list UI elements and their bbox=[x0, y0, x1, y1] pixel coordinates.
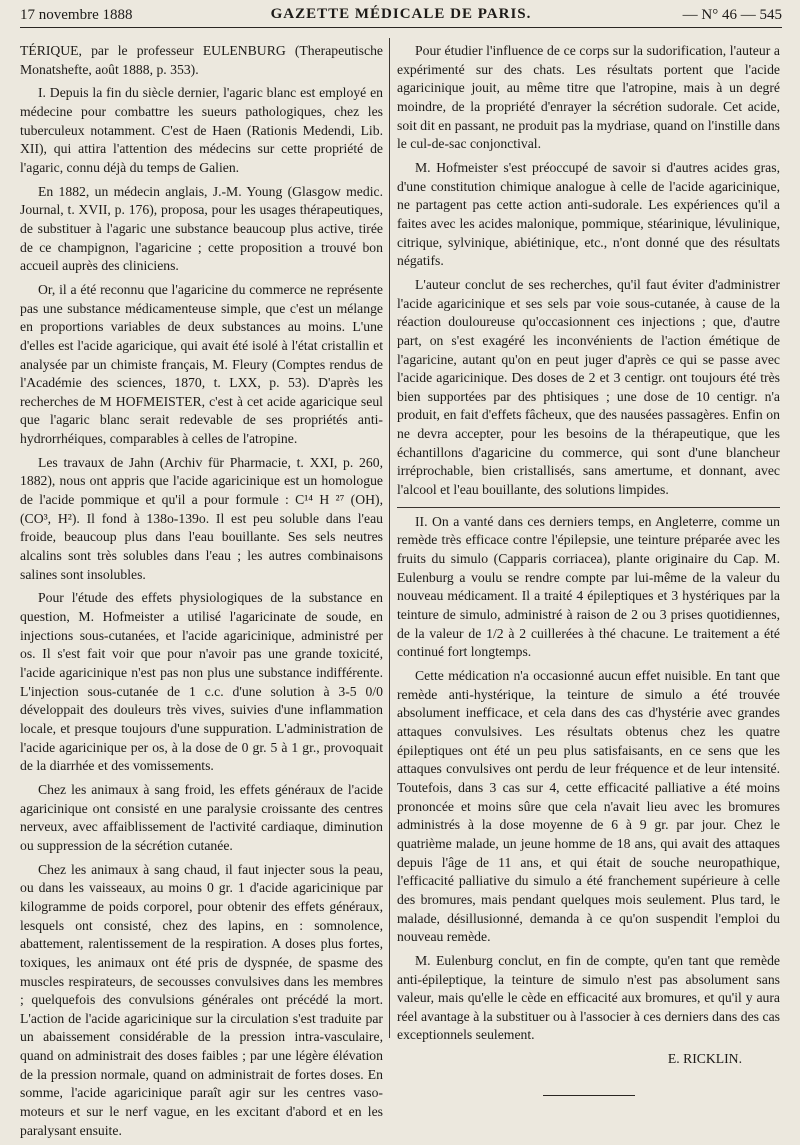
paragraph: Pour étudier l'influence de ce corps sur la sudorification, l'auteur a expérimenté sur des chats. Les résultats portent que l'acide agaricinique jouit, au même titre que l'atropine, mais à un degré moindre, de la propriété d'enrayer la sécrétion sudorale. Cet acide, soit dit en passant, ne produit pas la mydriase, quand on l'instille dans le cul-de-sac conjonctival. bbox=[397, 43, 780, 152]
paragraph: Cette médication n'a occasionné aucun effet nuisible. En tant que remède anti-hystérique, la teinture de simulo a été trouvée absolument inefficace, et cela dans des cas d'hystérie avec grandes attaques convulsives. Les résultats obtenus chez les quatre épileptiques ont été un peu plus satisfaisants, en ce sens que les attaques convulsives ont perdu de leur fréquence et de leur intensité. Toutefois, dans 3 cas sur 4, cette efficacité palliative a été moins prononcée et moins sûre que cela n'avait lieu avec les bromures administrés à la dose moyenne de 6 à 9 gr. par jour. Chez le quatrième malade, un jeune homme de 18 ans, qui avait des attaques depuis l'âge de 11 ans, et qui était de souche neuropathique, l'efficacité palliative du simulo a été franchement supérieure à celle des bromures, mais pendant quelques mois seulement. Plus tard, le malade, désillusionné, demanda à ce qu'on suspendit l'emploi du nouveau remède. bbox=[397, 668, 780, 945]
journal-title: GAZETTE MÉDICALE DE PARIS. bbox=[270, 6, 532, 22]
paragraph: M. Hofmeister s'est préoccupé de savoir si d'autres acides gras, d'une constitution chimique analogue à celle de l'acide agaricinique, ne partagent pas cette action anti-sudorale. Les expériences qu'il a faites avec les acides malonique, pommique, stéarinique, lévulinique, citrique, sylvinique, abiétinique, etc., n'ont donné que des résultats négatifs. bbox=[397, 159, 780, 269]
paragraph: TÉRIQUE, par le professeur EULENBURG (Therapeutische Monatshefte, août 1888, p. 353). bbox=[20, 43, 383, 77]
paragraph: Pour l'étude des effets physiologiques de la substance en question, M. Hofmeister a utilisé l'agaricinate de soude, en injections sous-cutanées, et l'acide agaricinique, administré per os. Il s'est fait voir que pour n'avoir pas une grande toxicité, l'acide agaricinique n'est pas non plus une substance indifférente. L'injection sous-cutanée de 1 c.c. d'une solution à 3-5 0/0 développait des douleurs très vives, suivies d'une inflammation locale, et presque toujours d'une suppuration. L'administration de l'acide agaricinique per os, à la dose de 0 gr. 5 à 1 gr., provoquait de la diarrhée et des vomissements. bbox=[20, 590, 383, 774]
paragraph: Chez les animaux à sang chaud, il faut injecter sous la peau, ou dans les vaisseaux, au moins 0 gr. 1 d'acide agaricinique par kilogramme de poids corporel, pour obtenir des effets généraux, lesquels ont consisté, chez des lapins, en : somnolence, abattement, ralentissement de la respiration. A doses plus fortes, toxiques, les animaux ont été pris de dyspnée, de spasme des muscles respirateurs, de secousses convulsives dans les membres ; quelquefois des convulsions générales ont précédé la mort. L'action de l'acide agaricinique sur la circulation s'est traduite par un abaissement considérable de la pression intra-vasculaire, quand on administrait des doses faibles ; par une légère élévation de la pression normale, quand on administrait de fortes doses. En somme, l'acide agaricinique paraît agir sur les centres vaso-moteurs et sur le nerf vague, en les excitant d'abord et en les paralysant ensuite. bbox=[20, 861, 383, 1138]
column-divider bbox=[389, 38, 390, 1038]
paragraph: L'auteur conclut de ses recherches, qu'il faut éviter d'administrer l'acide agaricinique et ses sels par voie sous-cutanée, à cause de la réaction douloureuse qu'occasionnent ces injections ; que, d'autre part, on s'est exagéré les inconvénients de l'action émétique de l'agaricine, autant qu'on en peut juger d'après ce qui se passe avec l'acide agaricinique. Des doses de 2 et 3 centigr. ont toujours été très bien supportées par des phtisiques ; une dose de 10 centigr. n'a produit, en fait d'effets fâcheux, que des nausées passagères. Enfin on ne devra accepter, pour les besoins de la thérapeutique, que les échantillons d'agaricine du commerce, qui sont d'une blancheur irréprochable, bien cristallisés, sans amertume, et donnant, avec l'alcool et l'eau bouillante, des solutions limpides. bbox=[397, 276, 780, 498]
page-header bbox=[20, 5, 782, 28]
paragraph: Chez les animaux à sang froid, les effets généraux de l'acide agaricinique ont consisté en une paralysie croissante des centres nerveux, avec affaiblissement de l'activité cardiaque, diminution ou suppression de la sécrétion cutanée. bbox=[20, 781, 383, 853]
paragraph: Or, il a été reconnu que l'agaricine du commerce ne représente pas une substance médicamenteuse simple, que c'est un mélange en proportions variables de deux substances au moins. L'une d'elles est l'acide agaricique, qui avait été isolé à l'état cristallin et analysée par un chimiste français, M. Fleury (Comptes rendus de l'Académie des sciences, 1870, t. LXX, p. 53). D'après les recherches de M HOFMEISTER, c'est à cet acide agaricique seul que l'agaric blanc serait redevable de ses propriétés anti-hydrorrhéiques, comparables à celles de l'atropine. bbox=[20, 281, 383, 447]
paragraph: M. Eulenburg conclut, en fin de compte, qu'en tant que remède anti-épileptique, la teinture de simulo n'est pas absolument sans valeur, mais qu'elle le cède en efficacité aux bromures, et qu'il y aura réel avantage à la substituer ou à l'associer à ces derniers dans des cas exceptionnels seulement. bbox=[397, 952, 780, 1043]
paragraph: Les travaux de Jahn (Archiv für Pharmacie, t. XXI, p. 260, 1882), nous ont appris que l'acide agaricinique est un homologue de l'acide pommique et qu'il a pour formule : C¹⁴ H ²⁷ (OH), (CO³, H²). Il fond à 138o-139o. Il est peu soluble dans l'eau froide, beaucoup plus dans l'eau bouillante. Ses sels neutres alcalins sont très solubles dans l'eau ; les autres combinaisons salines sont insolubles. bbox=[20, 454, 383, 582]
issue-and-page-number: — N° 46 — 545 bbox=[682, 7, 782, 23]
section-separator bbox=[397, 507, 780, 508]
header-date: 17 novembre 1888 bbox=[20, 7, 133, 23]
paragraph: I. Depuis la fin du siècle dernier, l'agaric blanc est employé en médecine pour combattre les sueurs pathologiques, chez les tuberculeux notamment. C'est de Haen (Rationis Medendi, Lib. XII), qui attira l'attention des médecins sur cette propriété de l'agaric, connu déjà du temps de Galien. bbox=[20, 85, 383, 175]
author-signature: E. RICKLIN. bbox=[667, 1051, 742, 1067]
paragraph: En 1882, un médecin anglais, J.-M. Young (Glasgow medic. Journal, t. XVII, p. 176), proposa, pour les usages thérapeutiques, de substituer à l'agaric une substance beaucoup plus active, tirée de ce champignon, l'agaricine ; cette proposition a trouvé bon accueil auprès des cliniciens. bbox=[20, 183, 383, 274]
right-column bbox=[397, 42, 780, 1096]
paragraph: II. On a vanté dans ces derniers temps, en Angleterre, comme un remède très efficace contre l'épilepsie, une teinture préparée avec les fruits du simulo (Capparis corriacea), plante originaire du Cap. M. Eulenburg a voulu se rendre compte par lui-même de la valeur du nouveau médicament. Il a traité 4 épileptiques et 3 hystériques par la teinture de simulo, administré à raison de 2 ou 3 prises quotidiennes, de la valeur de 1/2 à 2 cuillerées à thé chacune. Le traitement a été continué fort longtemps. bbox=[397, 513, 780, 660]
end-rule bbox=[543, 1095, 635, 1096]
left-column bbox=[20, 42, 383, 1145]
